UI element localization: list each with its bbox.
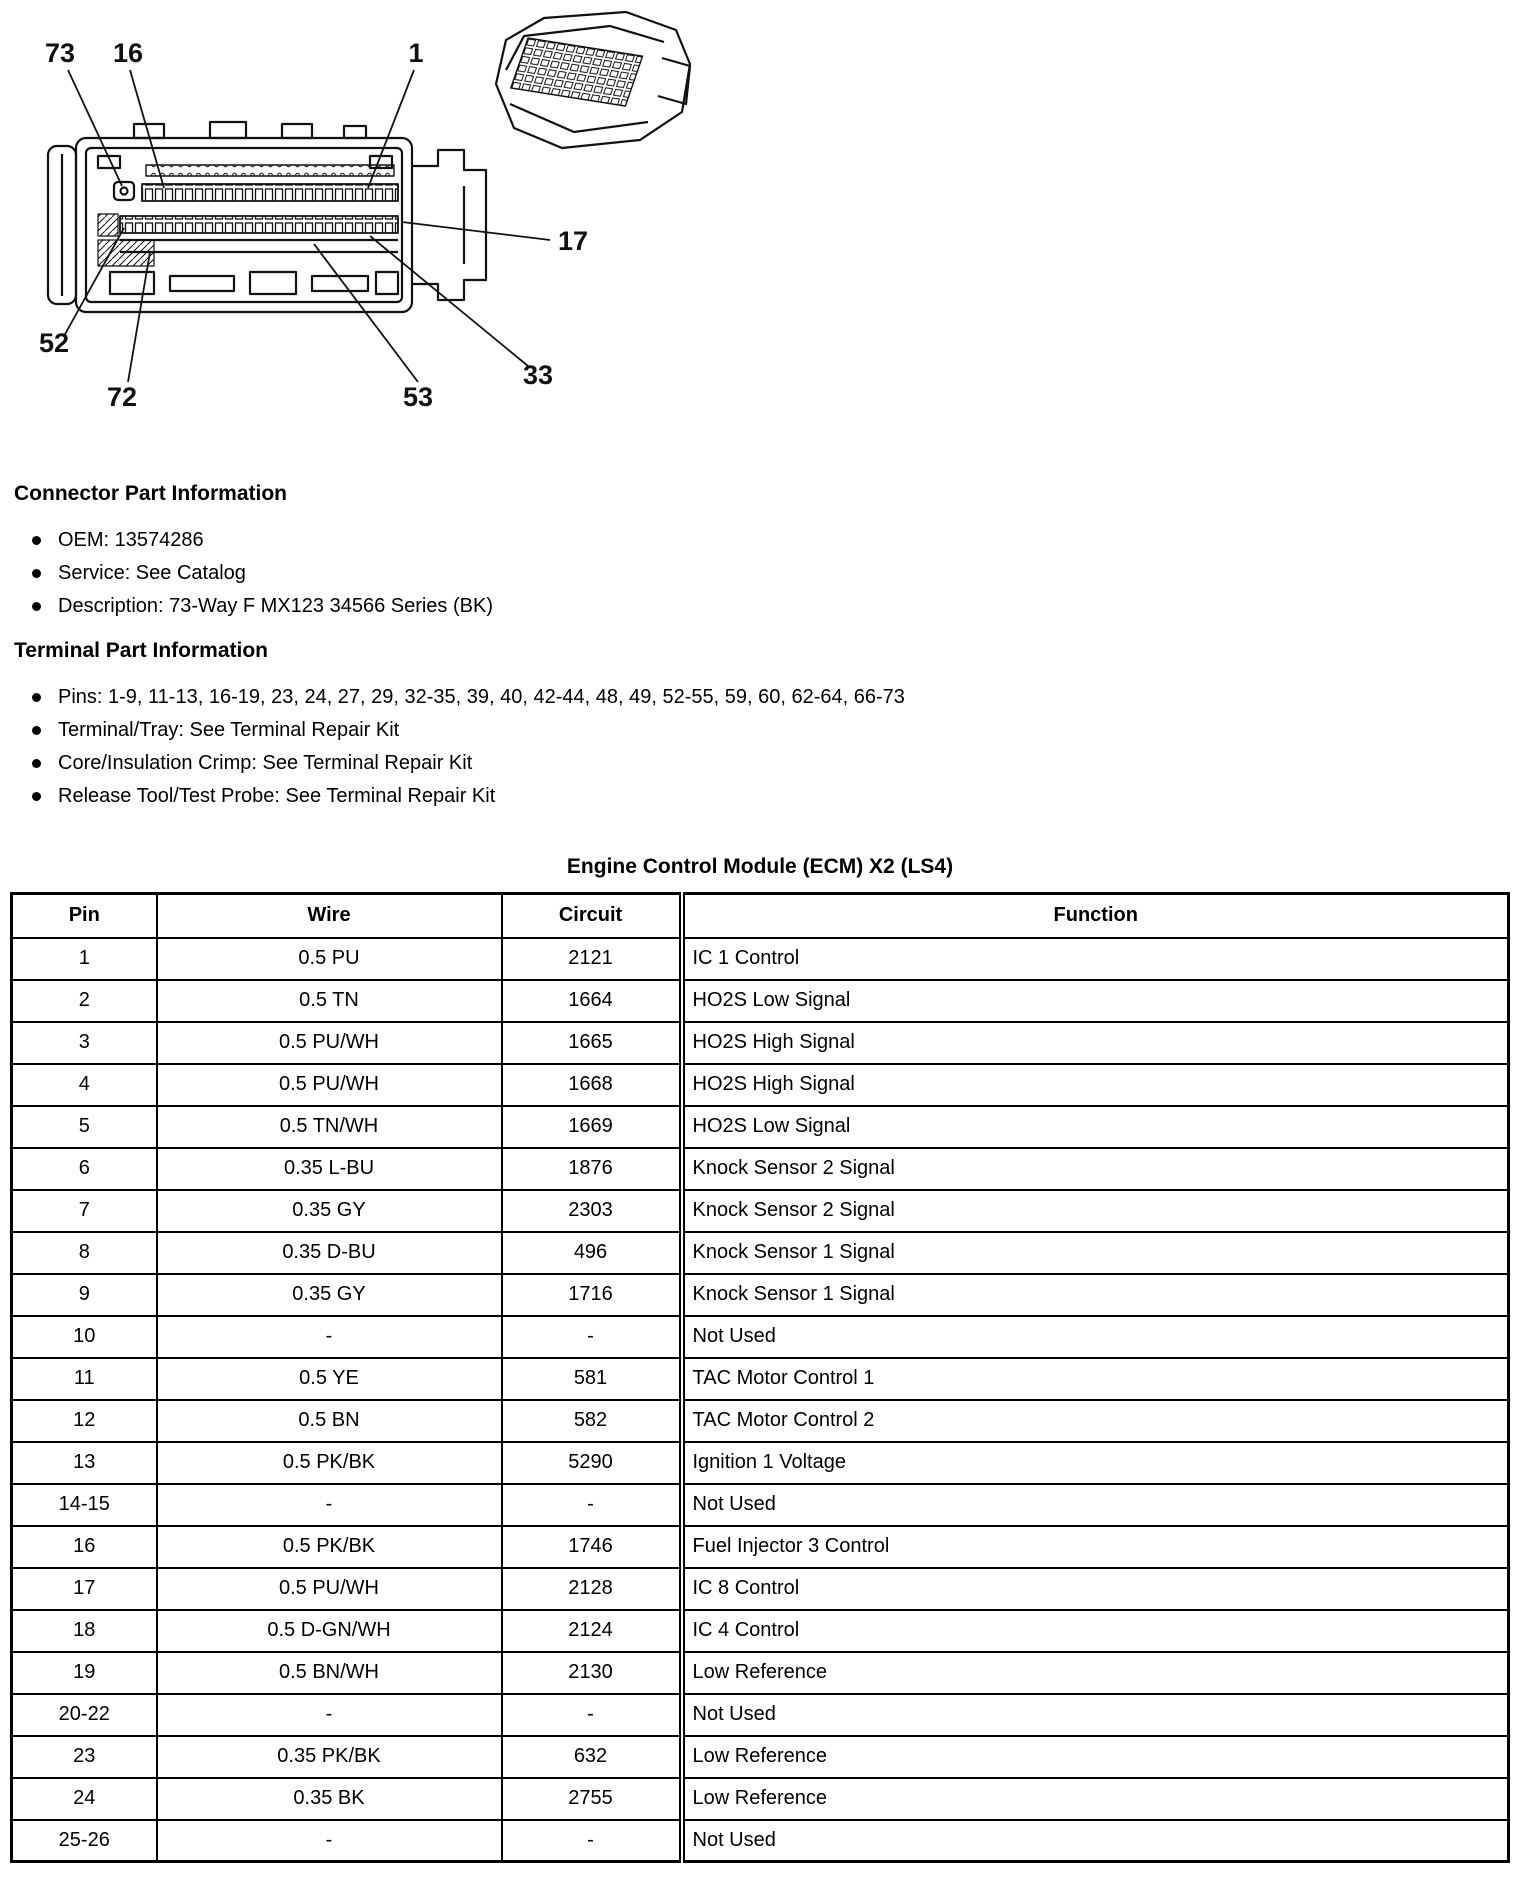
pin-table-header-row [12,894,1509,938]
key-feature [114,182,134,200]
pin-row [12,1274,1509,1316]
circuit-cell: 1669 [502,1106,682,1148]
callout-53: 53 [402,382,434,412]
pin-table-body [12,938,1509,1862]
callout-1: 1 [408,38,424,68]
leader-line-52 [64,228,124,336]
column-header-pin: Pin [12,894,157,938]
list-item: Terminal/Tray: See Terminal Repair Kit [58,714,1510,747]
function-cell: TAC Motor Control 2 [682,1400,1509,1442]
circuit-cell: 1716 [502,1274,682,1316]
pin-row [12,938,1509,980]
wire-cell: 0.35 BK [157,1778,502,1820]
pin-cell: 11 [12,1358,157,1400]
circuit-cell: 2121 [502,938,682,980]
wire-cell: 0.5 BN [157,1400,502,1442]
circuit-cell: 2755 [502,1778,682,1820]
wire-cell: 0.35 D-BU [157,1232,502,1274]
list-item: Description: 73-Way F MX123 34566 Series (BK) [58,590,1510,623]
connector-front-view [48,122,486,312]
circuit-cell: - [502,1820,682,1862]
circuit-cell: 582 [502,1400,682,1442]
circuit-cell: 2128 [502,1568,682,1610]
pin-cell: 3 [12,1022,157,1064]
column-header-wire: Wire [157,894,502,938]
wire-cell: 0.35 GY [157,1190,502,1232]
function-cell: IC 1 Control [682,938,1509,980]
wire-cell: - [157,1316,502,1358]
function-cell: HO2S High Signal [682,1022,1509,1064]
list-item: OEM: 13574286 [58,524,1510,557]
wire-cell: - [157,1694,502,1736]
terminal-row-bottom [120,216,398,233]
pin-cell: 10 [12,1316,157,1358]
circuit-cell: 1746 [502,1526,682,1568]
pin-cell: 23 [12,1736,157,1778]
function-cell: Not Used [682,1316,1509,1358]
wire-cell: 0.5 PU [157,938,502,980]
circuit-cell: 2303 [502,1190,682,1232]
wire-cell: 0.5 D-GN/WH [157,1610,502,1652]
pin-cell: 12 [12,1400,157,1442]
wire-cell: 0.35 L-BU [157,1148,502,1190]
pin-cell: 13 [12,1442,157,1484]
circuit-cell: - [502,1484,682,1526]
circuit-cell: 2124 [502,1610,682,1652]
pin-cell: 7 [12,1190,157,1232]
circuit-cell: 1665 [502,1022,682,1064]
pin-row [12,1526,1509,1568]
connector-diagram-svg [14,0,794,446]
circuit-cell: 496 [502,1232,682,1274]
callout-17: 17 [558,226,589,256]
function-cell: Knock Sensor 2 Signal [682,1190,1509,1232]
pin-cell: 4 [12,1064,157,1106]
wire-cell: 0.5 YE [157,1358,502,1400]
list-item: Service: See Catalog [58,557,1510,590]
callout-73: 73 [44,38,76,68]
wire-cell: 0.5 PU/WH [157,1022,502,1064]
circuit-cell: 1664 [502,980,682,1022]
pin-cell: 24 [12,1778,157,1820]
pin-cell: 8 [12,1232,157,1274]
function-cell: HO2S Low Signal [682,1106,1509,1148]
pin-row [12,1106,1509,1148]
function-cell: Knock Sensor 1 Signal [682,1232,1509,1274]
connector-3d-view [496,12,690,148]
pin-row [12,1652,1509,1694]
pin-cell: 9 [12,1274,157,1316]
callout-52: 52 [38,328,70,358]
pin-cell: 20-22 [12,1694,157,1736]
terminal-part-info-list [10,681,1510,813]
pin-cell: 18 [12,1610,157,1652]
wire-cell: 0.5 PK/BK [157,1526,502,1568]
table-title: Engine Control Module (ECM) X2 (LS4) [566,855,954,878]
function-cell: Knock Sensor 1 Signal [682,1274,1509,1316]
pin-row [12,1400,1509,1442]
function-cell: Ignition 1 Voltage [682,1442,1509,1484]
circuit-cell: 1876 [502,1148,682,1190]
function-cell: Not Used [682,1820,1509,1862]
pin-row [12,1484,1509,1526]
list-item: Core/Insulation Crimp: See Terminal Repair Kit [58,747,1510,780]
function-cell: Low Reference [682,1778,1509,1820]
pin-cell: 5 [12,1106,157,1148]
leader-line-17 [402,222,550,240]
pin-row [12,1568,1509,1610]
pin-row [12,1064,1509,1106]
pin-row [12,1316,1509,1358]
function-cell: Fuel Injector 3 Control [682,1526,1509,1568]
circuit-cell: 1668 [502,1064,682,1106]
pin-cell: 17 [12,1568,157,1610]
function-cell: HO2S Low Signal [682,980,1509,1022]
function-cell: Not Used [682,1484,1509,1526]
wire-cell: 0.35 PK/BK [157,1736,502,1778]
function-cell: TAC Motor Control 1 [682,1358,1509,1400]
pin-cell: 16 [12,1526,157,1568]
wire-cell: 0.35 GY [157,1274,502,1316]
wire-cell: 0.5 PU/WH [157,1568,502,1610]
pin-cell: 19 [12,1652,157,1694]
callout-16: 16 [112,38,144,68]
column-header-function: Function [682,894,1509,938]
function-cell: IC 8 Control [682,1568,1509,1610]
connector-diagram [14,0,794,446]
circuit-cell: - [502,1316,682,1358]
pin-row [12,1148,1509,1190]
pin-cell: 1 [12,938,157,980]
wire-cell: 0.5 PK/BK [157,1442,502,1484]
pin-row [12,1610,1509,1652]
pin-row [12,1694,1509,1736]
pin-cell: 25-26 [12,1820,157,1862]
pin-cell: 2 [12,980,157,1022]
function-cell: Low Reference [682,1736,1509,1778]
list-item: Release Tool/Test Probe: See Terminal Repair Kit [58,780,1510,813]
pin-cell: 6 [12,1148,157,1190]
pin-row [12,1736,1509,1778]
circuit-cell: 581 [502,1358,682,1400]
pin-row [12,1022,1509,1064]
circuit-cell: 5290 [502,1442,682,1484]
circuit-cell: 2130 [502,1652,682,1694]
pin-row [12,1778,1509,1820]
wire-cell: - [157,1820,502,1862]
callout-72: 72 [106,382,138,412]
wire-cell: 0.5 TN [157,980,502,1022]
pin-row [12,1232,1509,1274]
pin-row [12,1190,1509,1232]
column-header-circuit: Circuit [502,894,682,938]
connector-part-info-heading: Connector Part Information [14,482,288,505]
connector-part-info-list [10,524,1510,623]
circuit-cell: 632 [502,1736,682,1778]
pin-cell: 14-15 [12,1484,157,1526]
function-cell: IC 4 Control [682,1610,1509,1652]
function-cell: Not Used [682,1694,1509,1736]
pin-row [12,1820,1509,1862]
function-cell: HO2S High Signal [682,1064,1509,1106]
wire-cell: - [157,1484,502,1526]
terminal-part-info-heading: Terminal Part Information [14,639,268,662]
terminal-row-top [142,184,398,201]
circuit-cell: - [502,1694,682,1736]
pin-row [12,980,1509,1022]
wire-cell: 0.5 BN/WH [157,1652,502,1694]
pin-row [12,1442,1509,1484]
pin-row [12,1358,1509,1400]
wire-cell: 0.5 TN/WH [157,1106,502,1148]
callout-33: 33 [522,360,554,390]
list-item: Pins: 1-9, 11-13, 16-19, 23, 24, 27, 29, 32-35, 39, 40, 42-44, 48, 49, 52-55, 59, 60, 62-64, 66-73 [58,681,1510,714]
wire-cell: 0.5 PU/WH [157,1064,502,1106]
function-cell: Low Reference [682,1652,1509,1694]
pin-table [10,892,1510,1863]
function-cell: Knock Sensor 2 Signal [682,1148,1509,1190]
